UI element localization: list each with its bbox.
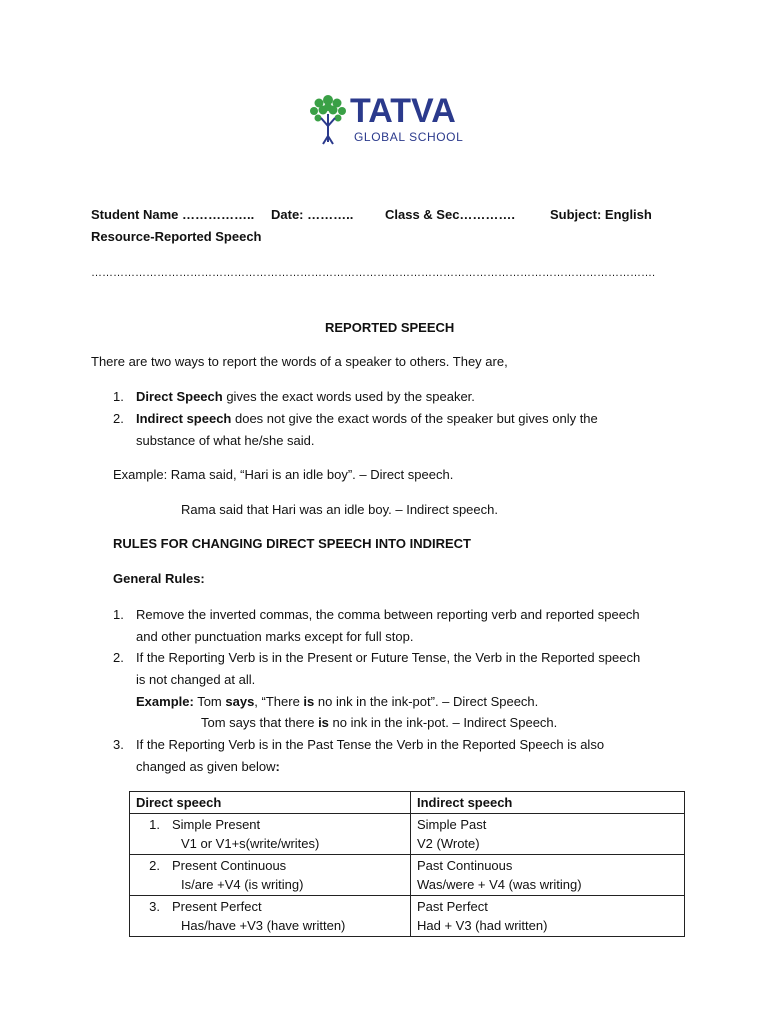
indirect-cell bbox=[411, 896, 685, 937]
example-direct: Example: Rama said, “Hari is an idle boy”. – Direct speech. bbox=[113, 467, 454, 482]
example-text: no ink in the ink-pot. – Indirect Speech. bbox=[328, 715, 558, 730]
rule-2-line-1: If the Reporting Verb is in the Present or Future Tense, the Verb in the Reported speech bbox=[136, 650, 641, 665]
subject-field: Subject: English bbox=[550, 207, 652, 222]
direct-form: V1 or V1+s(write/writes) bbox=[181, 836, 320, 851]
column-header-indirect: Indirect speech bbox=[411, 792, 685, 814]
indirect-tense: Past Continuous bbox=[417, 858, 513, 873]
rule-3-colon: : bbox=[275, 759, 280, 774]
logo-subtitle: GLOBAL SCHOOL bbox=[354, 130, 464, 144]
rules-heading: RULES FOR CHANGING DIRECT SPEECH INTO INDIRECT bbox=[113, 536, 472, 551]
rule-3-line-2 bbox=[136, 756, 280, 778]
rule-3-line-1: If the Reporting Verb is in the Past Tense the Verb in the Reported Speech is also bbox=[136, 737, 605, 752]
list-item-continuation: substance of what he/she said. bbox=[136, 433, 315, 448]
direct-cell bbox=[130, 855, 411, 896]
general-rules-heading: General Rules: bbox=[113, 571, 205, 586]
indirect-tense: Past Perfect bbox=[417, 899, 488, 914]
table-row bbox=[130, 814, 685, 855]
list-number: 2. bbox=[113, 650, 124, 665]
tree-logo-icon bbox=[308, 92, 348, 148]
list-item bbox=[136, 408, 598, 430]
example-text: Tom bbox=[193, 694, 226, 709]
example-text: no ink in the ink-pot”. – Direct Speech. bbox=[314, 694, 539, 709]
indirect-form: Had + V3 (had written) bbox=[417, 918, 548, 933]
indirect-cell bbox=[411, 855, 685, 896]
direct-tense: Simple Present bbox=[172, 817, 261, 832]
direct-tense: Present Perfect bbox=[172, 899, 262, 914]
row-number: 1. bbox=[149, 817, 160, 832]
rule-1-line-1: Remove the inverted commas, the comma between reporting verb and reported speech bbox=[136, 607, 640, 622]
class-section-field: Class & Sec…………. bbox=[385, 207, 516, 222]
row-number: 3. bbox=[149, 899, 160, 914]
rule-3-text: changed as given below bbox=[136, 759, 276, 774]
dotted-divider: ………………………………………………………………………………………………………………………………………. bbox=[91, 267, 656, 279]
direct-cell bbox=[130, 896, 411, 937]
tense-conversion-table bbox=[129, 791, 685, 937]
direct-form: Has/have +V3 (have written) bbox=[181, 918, 346, 933]
list-number: 1. bbox=[113, 389, 124, 404]
list-number: 2. bbox=[113, 411, 124, 426]
term-indirect-speech: Indirect speech bbox=[136, 411, 232, 426]
list-number: 3. bbox=[113, 737, 124, 752]
term-direct-speech: Direct Speech bbox=[136, 389, 223, 404]
indirect-tense: Simple Past bbox=[417, 817, 487, 832]
example-emphasis: says bbox=[225, 694, 255, 709]
student-name-field: Student Name …………….. bbox=[91, 207, 255, 222]
column-header-direct: Direct speech bbox=[130, 792, 411, 814]
indirect-form: V2 (Wrote) bbox=[417, 836, 480, 851]
list-number: 1. bbox=[113, 607, 124, 622]
direct-tense: Present Continuous bbox=[172, 858, 287, 873]
rule-2-line-2: is not changed at all. bbox=[136, 672, 256, 687]
page-title: REPORTED SPEECH bbox=[325, 320, 455, 335]
date-field: Date: ……….. bbox=[271, 207, 354, 222]
list-item bbox=[136, 386, 475, 408]
example-emphasis: is bbox=[303, 694, 315, 709]
term-description: does not give the exact words of the speaker but gives only the bbox=[231, 411, 598, 426]
example-text: Tom says that there bbox=[201, 715, 319, 730]
table-row bbox=[130, 855, 685, 896]
intro-text: There are two ways to report the words of a speaker to others. They are, bbox=[91, 354, 508, 369]
indirect-form: Was/were + V4 (was writing) bbox=[417, 877, 582, 892]
example-indirect: Rama said that Hari was an idle boy. – Indirect speech. bbox=[181, 502, 498, 517]
table-row bbox=[130, 896, 685, 937]
school-logo bbox=[308, 92, 468, 152]
indirect-cell bbox=[411, 814, 685, 855]
example-text: , “There bbox=[254, 694, 304, 709]
example-label: Example: bbox=[136, 694, 194, 709]
term-description: gives the exact words used by the speaker. bbox=[222, 389, 475, 404]
table-header-row bbox=[130, 792, 685, 814]
direct-form: Is/are +V4 (is writing) bbox=[181, 877, 304, 892]
logo-wordmark: TATVA bbox=[350, 92, 456, 130]
row-number: 2. bbox=[149, 858, 160, 873]
rule-1-line-2: and other punctuation marks except for full stop. bbox=[136, 629, 414, 644]
resource-title: Resource-Reported Speech bbox=[91, 229, 262, 244]
rule-2-example-direct bbox=[136, 691, 538, 713]
example-emphasis: is bbox=[318, 715, 329, 730]
direct-cell bbox=[130, 814, 411, 855]
rule-2-example-indirect bbox=[201, 712, 557, 734]
